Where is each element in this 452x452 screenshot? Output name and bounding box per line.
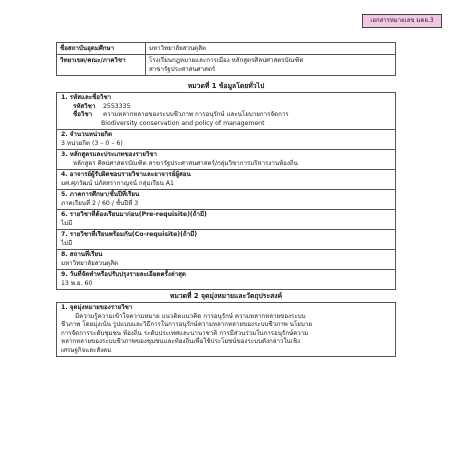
- term-title: 5. ภาคการศึกษา/ชั้นปีที่เรียน: [61, 191, 140, 198]
- course-name-th: ความหลากหลายของระบบชีวภาพ การอนุรักษ์ และนโยบายการจัดการ: [103, 111, 289, 118]
- credits-title: 2. จำนวนหน่วยกิต: [61, 131, 113, 138]
- course-code-title: 1. รหัสและชื่อวิชา: [61, 94, 112, 101]
- faculty-value: [146, 55, 396, 76]
- objectives-line-1: มีความรู้ความเข้าใจความหมาย แนวคิดแนวคิด การอนุรักษ์ ความหลากหลายของระบบ: [75, 312, 306, 320]
- course-code-row: [57, 93, 395, 130]
- program-title: 3. หลักสูตรและประเภทของรายวิชา: [61, 151, 158, 158]
- code-label: รหัสวิชา: [73, 102, 96, 110]
- faculty-line-1: โรงเรียนกฎหมายและการเมือง หลักสูตรศิลปศาสตรบัณฑิต: [149, 57, 304, 64]
- program-row: [57, 150, 395, 170]
- name-label: ชื่อวิชา: [73, 111, 93, 118]
- corequisite-title: 7. รายวิชาที่เรียนพร้อมกัน(Co-requisite)(ถ้ามี): [61, 231, 198, 238]
- place-row: [57, 250, 395, 270]
- prerequisite-title: 6. รายวิชาที่ต้องเรียนมาก่อน(Pre-requisite)(ถ้ามี): [61, 211, 207, 218]
- objectives-line-3: การจัดการระดับชุมชน ท้องถิ่น ระดับประเทศและนานาชาติ การมีส่วนร่วมในการอนุรักษ์ความ: [61, 329, 309, 337]
- faculty-label: วิทยาเขต/คณะ/ภาควิชา: [57, 55, 146, 76]
- faculty-line-2: สาขารัฐประศาสนศาสตร์: [149, 66, 216, 73]
- objectives-line-4: หลากหลายของระบบชีวภาพของชุมชนและท้องถิ่นเพื่อใช้ประโยชน์ของระบบดังกล่าวในเชิง: [61, 338, 301, 346]
- credits-value: 3 หน่วยกิต (3 – 0 – 6): [61, 139, 123, 147]
- update-date-value: 13 พ.ย. 60: [61, 279, 93, 287]
- institution-header-table: [56, 42, 396, 76]
- program-value: หลักสูตร ศิลปศาสตรบัณฑิต สาขารัฐประศาสนศาสตร์/กลุ่มวิชาการบริหารงานท้องถิ่น: [73, 159, 298, 167]
- place-title: 8. สถานที่เรียน: [61, 251, 103, 258]
- institution-value: มหาวิทยาลัยสวนดุสิต: [146, 43, 396, 55]
- course-name-en: Biodiversity conservation and policy of management: [101, 119, 265, 127]
- instructor-value: มศ.ศุภวัฒน์ ปภัสสรากาญจน์ กลุ่มเรียน A1: [61, 179, 174, 187]
- instructor-title: 4. อาจารย์ผู้รับผิดชอบรายวิชาและอาจารย์ผู้สอน: [61, 171, 191, 178]
- corequisite-row: [57, 230, 395, 250]
- prerequisite-value: ไม่มี: [61, 219, 73, 227]
- objectives-line-2: ชีวภาพ โดยมุ่งเน้น รูปแบบและวิธีการในการอนุรักษ์ความหลากหลายของระบบชีวภาพ นโยบาย: [61, 321, 312, 329]
- section-2-box: [56, 302, 396, 357]
- objectives-line-5: เศรษฐกิจและสังคม: [61, 346, 112, 354]
- section-1-title: หมวดที่ 1 ข้อมูลโดยทั่วไป: [187, 82, 265, 90]
- term-row: [57, 190, 395, 210]
- code-value: 2553335: [103, 102, 131, 110]
- section-2-title: หมวดที่ 2 จุดมุ่งหมายและวัตถุประสงค์: [169, 292, 283, 300]
- institution-label: ชื่อสถาบันอุดมศึกษา: [57, 43, 146, 55]
- term-value: ภาคเรียนที่ 2 / 60 / ชั้นปีที่ 3: [61, 199, 139, 207]
- update-date-title: 9. วันที่จัดทำหรือปรับปรุงรายละเอียดครั้งล่าสุด: [61, 271, 186, 278]
- objectives-row: [57, 303, 395, 356]
- credits-row: [57, 130, 395, 150]
- instructor-row: [57, 170, 395, 190]
- corequisite-value: ไม่มี: [61, 239, 73, 247]
- update-date-row: [57, 270, 395, 289]
- prerequisite-row: [57, 210, 395, 230]
- place-value: มหาวิทยาลัยสวนดุสิต: [61, 259, 118, 267]
- section-1-box: [56, 92, 396, 290]
- document-number-badge: เอกสารหมายเลข มคอ.3: [362, 14, 442, 28]
- objectives-title: 1. จุดมุ่งหมายของรายวิชา: [61, 304, 133, 311]
